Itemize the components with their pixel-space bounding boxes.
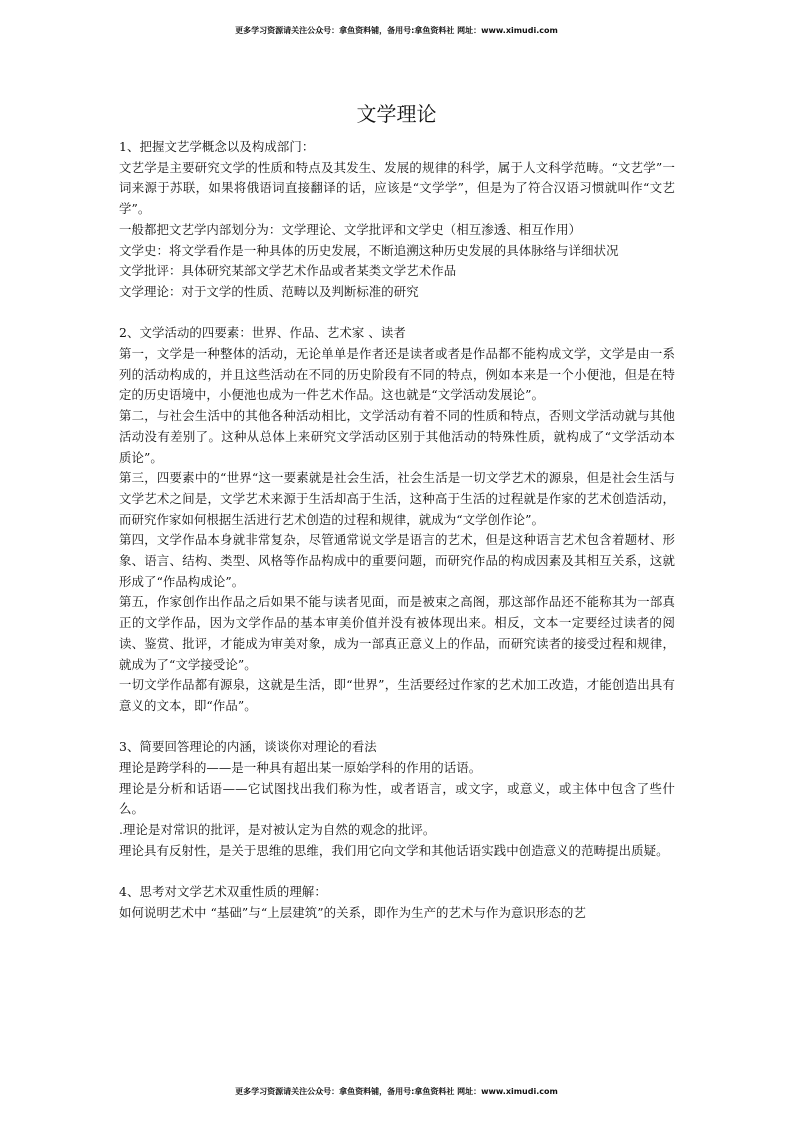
document-body	[119, 137, 675, 924]
paragraph: 文学史：将文学看作是一种具体的历史发展，不断追溯这种历史发展的具体脉络与详细状况	[119, 242, 619, 258]
section-heading: 4、思考对文学艺术双重性质的理解：	[119, 884, 327, 900]
page-footer: 更多学习资源请关注公众号：拿鱼资料铺，备用号:拿鱼资料社 网址：www.ximudi.com	[235, 1087, 558, 1096]
section-spacer	[119, 862, 675, 883]
paragraph: 理论是跨学科的——是一种具有超出某一原始学科的作用的话语。	[119, 760, 482, 776]
paragraph: 理论是分析和话语——它试图找出我们称为性，或者语言，或文字，或意义，或主体中包含了些什么。	[119, 780, 675, 817]
document-title: 文学理论	[356, 102, 437, 126]
section-spacer	[119, 717, 675, 738]
paragraph: 理论具有反射性，是关于思维的思维，我们用它向文学和其他话语实践中创造意义的范畴提出质疑。	[119, 842, 669, 858]
paragraph: 一切文学作品都有源泉，这就是生活，即“世界”，生活要经过作家的艺术加工改造，才能创造出具有意义的文本，即“作品”。	[119, 677, 675, 713]
paragraph: .理论是对常识的批评，是对被认定为自然的观念的批评。	[119, 822, 436, 838]
paragraph: 第三，四要素中的“世界“这一要素就是社会生活，社会生活是一切文学艺术的源泉，但是社会生活与文学艺术之间是，文学艺术来源于生活却高于生活，这种高于生活的过程就是作家的艺术创造活动，而研究作家如何根据生活进行艺术创造的过程和规律，就成为“文学创作论”。	[119, 470, 675, 527]
paragraph: 第二，与社会生活中的其他各种活动相比，文学活动有着不同的性质和特点，否则文学活动就与其他活动没有差别了。这种从总体上来研究文学活动区别于其他活动的特殊性质，就构成了“文学活动本质论”。	[119, 408, 675, 465]
section-heading: 2、文学活动的四要素：世界、作品、艺术家 、读者	[119, 325, 406, 341]
section-spacer	[119, 303, 675, 324]
paragraph: 第一，文学是一种整体的活动，无论单单是作者还是读者或者是作品都不能构成文学，文学是由一系列的活动构成的，并且这些活动在不同的历史阶段有不同的特点，例如本来是一个小便池，但是在特定的历史语境中，小便池也成为一件艺术作品。这也就是“文学活动发展论”。	[119, 346, 675, 403]
page-header: 更多学习资源请关注公众号：拿鱼资料铺，备用号:拿鱼资料社 网址：www.ximudi.com	[235, 26, 558, 35]
paragraph: 第五，作家创作出作品之后如果不能与读者见面，而是被束之高阁，那这部作品还不能称其为一部真正的文学作品，因为文学作品的基本审美价值并没有被体现出来。相反，文本一定要经过读者的阅读、鉴赏、批评，才能成为审美对象，成为一部真正意义上的作品，而研究读者的接受过程和规律，就成为了“文学接受论”。	[119, 594, 675, 672]
section-heading: 1、把握文艺学概念以及构成部门：	[119, 139, 315, 154]
paragraph: 第四，文学作品本身就非常复杂，尽管通常说文学是语言的艺术，但是这种语言艺术包含着题材、形象、语言、结构、类型、风格等作品构成中的重要问题，而研究作品的构成因素及其相互关系，这就形成了“作品构成论”。	[119, 532, 675, 589]
paragraph: 文学批评：具体研究某部文学艺术作品或者某类文学艺术作品	[119, 263, 457, 279]
section-heading: 3、简要回答理论的内涵，谈谈你对理论的看法	[119, 739, 377, 755]
paragraph: 文艺学是主要研究文学的性质和特点及其发生、发展的规律的科学，属于人文科学范畴。“文艺学”一词来源于苏联，如果将俄语词直接翻译的话，应该是“文学学”，但是为了符合汉语习惯就叫作“文艺学”。	[119, 159, 675, 217]
paragraph: 如何说明艺术中 “基础”与“上层建筑”的关系，即作为生产的艺术与作为意识形态的艺	[119, 904, 586, 920]
paragraph: 文学理论：对于文学的性质、范畴以及判断标准的研究	[119, 283, 419, 299]
paragraph: 一般都把文艺学内部划分为：文学理论、文学批评和文学史（相互渗透、相互作用）	[119, 221, 582, 237]
